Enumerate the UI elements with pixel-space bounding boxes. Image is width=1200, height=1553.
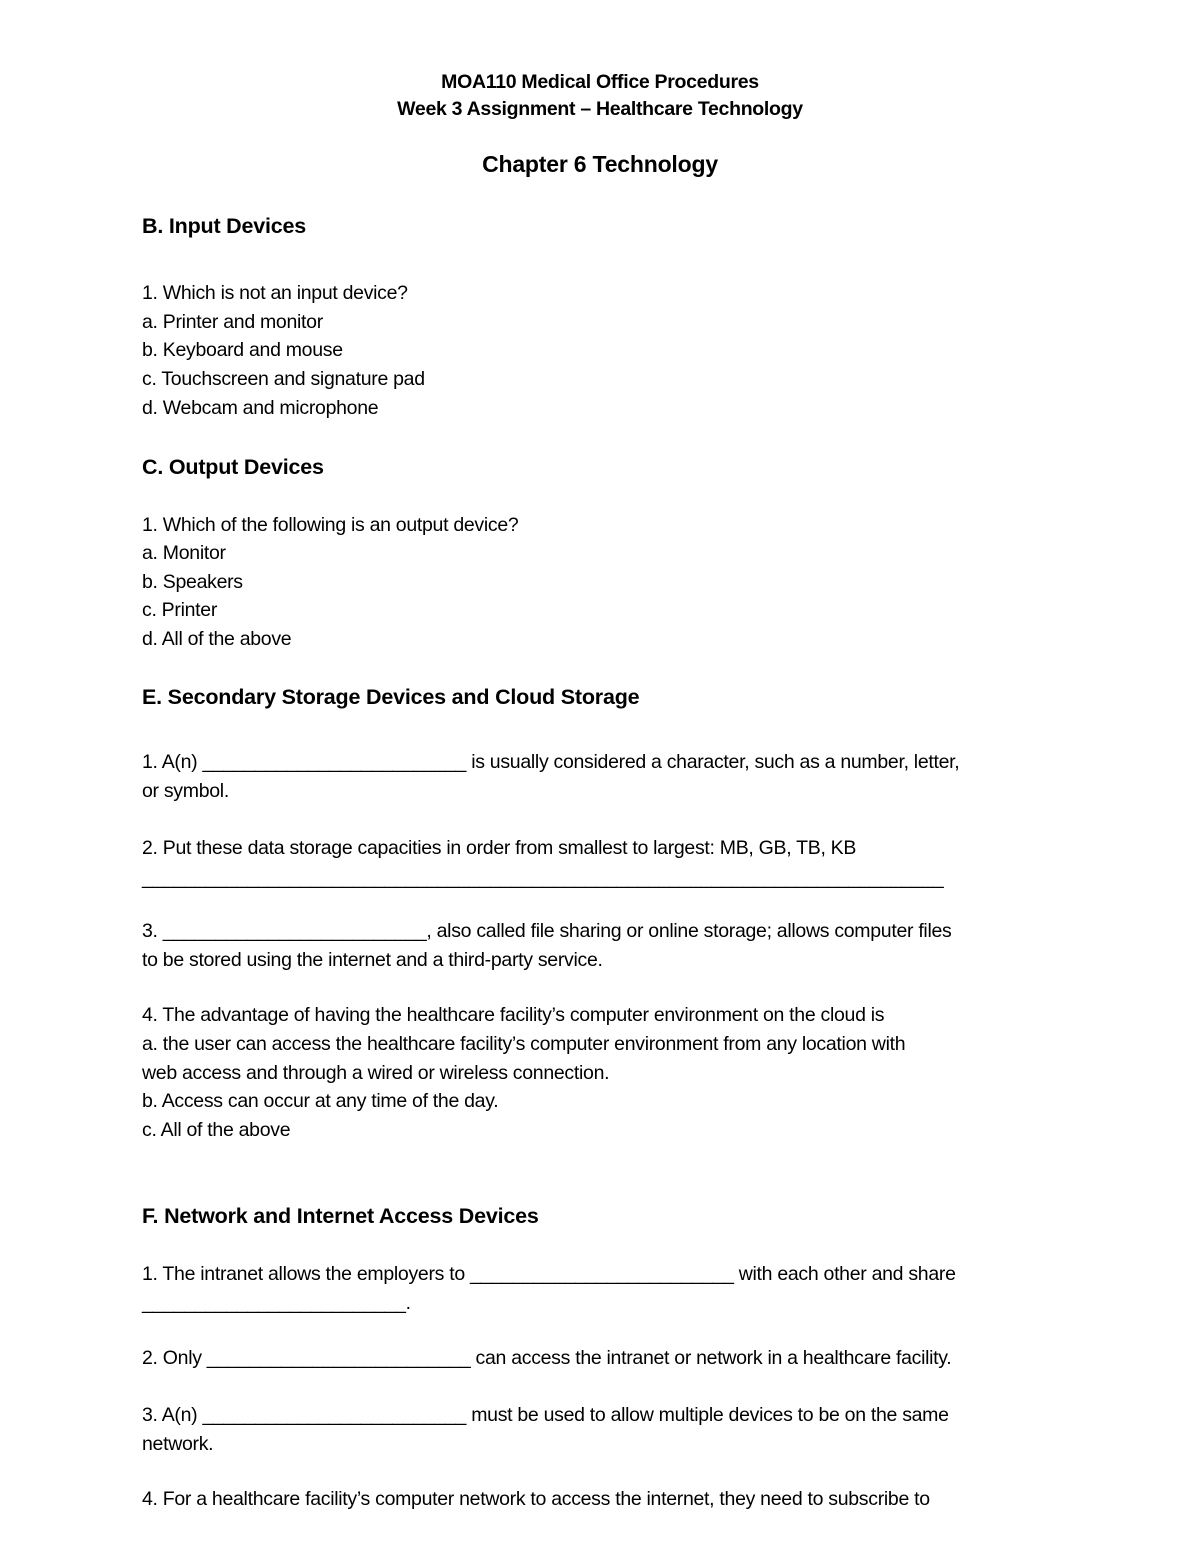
answer-option: c. All of the above — [142, 1119, 291, 1141]
answer-option: a. Printer and monitor — [142, 311, 323, 333]
question-text: 1. Which of the following is an output device? — [142, 514, 519, 536]
answer-option: a. Monitor — [142, 542, 226, 564]
section-heading-output-devices: C. Output Devices — [142, 455, 324, 479]
answer-option: c. Printer — [142, 599, 218, 621]
question-text: 4. For a healthcare facility’s computer network to access the internet, they need to subscribe to — [142, 1488, 930, 1510]
answer-option: b. Keyboard and mouse — [142, 339, 343, 361]
question-text: 3. A(n) _________________________ must be used to allow multiple devices to be on the same — [142, 1404, 949, 1426]
question-text: or symbol. — [142, 780, 229, 802]
question-text: to be stored using the internet and a third-party service. — [142, 949, 603, 971]
question-text: 4. The advantage of having the healthcare facility’s computer environment on the cloud is — [142, 1004, 885, 1026]
answer-option: b. Speakers — [142, 571, 243, 593]
question-text: 2. Only _________________________ can access the intranet or network in a healthcare facility. — [142, 1347, 952, 1369]
answer-blank: ____________________________________________________________________________ — [142, 867, 944, 889]
answer-option: a. the user can access the healthcare facility’s computer environment from any location with — [142, 1033, 906, 1055]
answer-blank: _________________________. — [142, 1292, 411, 1314]
section-heading-network: F. Network and Internet Access Devices — [142, 1204, 539, 1228]
assignment-title: Week 3 Assignment – Healthcare Technology — [397, 98, 803, 120]
course-title: MOA110 Medical Office Procedures — [441, 71, 759, 93]
answer-option: c. Touchscreen and signature pad — [142, 368, 425, 390]
question-text: 1. A(n) _________________________ is usually considered a character, such as a number, letter, — [142, 751, 960, 773]
chapter-title: Chapter 6 Technology — [482, 151, 718, 177]
question-text: network. — [142, 1433, 214, 1455]
answer-option: web access and through a wired or wireless connection. — [142, 1062, 610, 1084]
section-heading-storage: E. Secondary Storage Devices and Cloud Storage — [142, 685, 640, 709]
answer-option: d. All of the above — [142, 628, 292, 650]
question-text: 1. The intranet allows the employers to _________________________ with each other and share — [142, 1263, 956, 1285]
answer-option: b. Access can occur at any time of the day. — [142, 1090, 499, 1112]
question-text: 2. Put these data storage capacities in order from smallest to largest: MB, GB, TB, KB — [142, 837, 857, 859]
question-text: 1. Which is not an input device? — [142, 282, 408, 304]
answer-option: d. Webcam and microphone — [142, 397, 379, 419]
section-heading-input-devices: B. Input Devices — [142, 214, 307, 238]
question-text: 3. _________________________, also called file sharing or online storage; allows computer files — [142, 920, 952, 942]
